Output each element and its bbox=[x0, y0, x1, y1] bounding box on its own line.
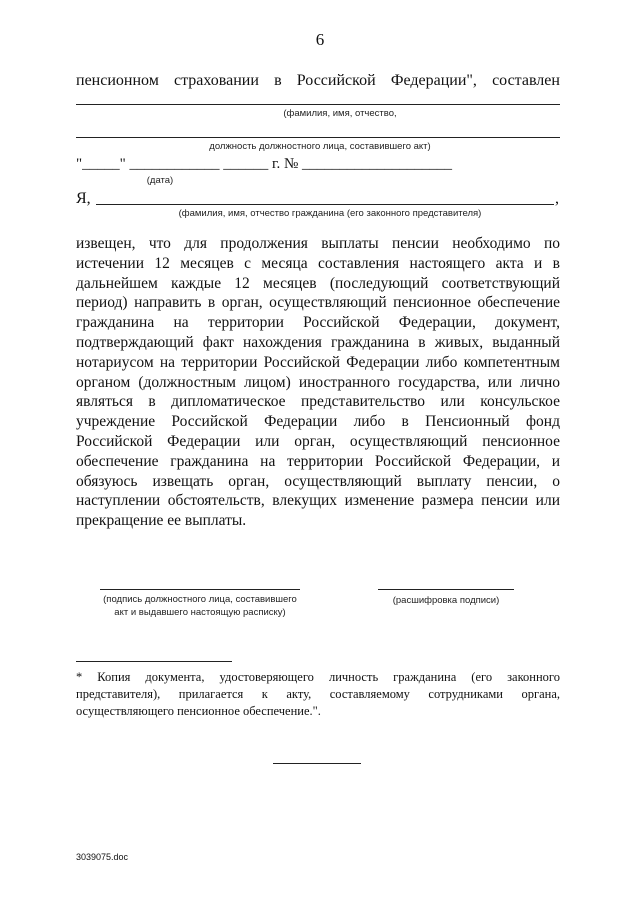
footnote-separator bbox=[76, 661, 232, 662]
signature-official-line bbox=[100, 589, 300, 590]
fio-official-caption: (фамилия, имя, отчество, bbox=[283, 108, 397, 119]
footnote: * Копия документа, удостоверяющего личность гражданина (его законного представителя), прилагается к акту, составляемому сотрудниками органа, осуществляющего пенсионное обеспечение.". bbox=[76, 670, 560, 718]
position-official-line bbox=[76, 137, 560, 138]
end-separator bbox=[273, 763, 361, 764]
header-line bbox=[76, 72, 560, 90]
signature-official-caption-2: акт и выдавшего настоящую расписку) bbox=[114, 607, 286, 618]
position-official-caption: должность должностного лица, составившего акт) bbox=[209, 141, 431, 152]
fio-citizen-line bbox=[96, 204, 554, 205]
document-filename: 3039075.doc bbox=[76, 852, 129, 862]
fio-official-line bbox=[76, 104, 560, 105]
header-word: страховании bbox=[174, 72, 259, 89]
ya-comma: , bbox=[555, 190, 559, 207]
page-number: 6 bbox=[315, 30, 325, 49]
signature-decoding-line bbox=[378, 589, 514, 590]
ya-label: Я, bbox=[76, 190, 91, 207]
date-caption: (дата) bbox=[146, 175, 174, 186]
header-word: Российской bbox=[296, 72, 376, 89]
header-word: в bbox=[274, 72, 282, 89]
header-word: Федерации", bbox=[390, 72, 477, 89]
header-word: составлен bbox=[492, 72, 560, 89]
fio-citizen-caption: (фамилия, имя, отчество гражданина (его законного представителя) bbox=[178, 208, 482, 219]
date-number-row: "_____" ____________ ______ г. № ____________________ bbox=[76, 156, 453, 172]
header-word: пенсионном bbox=[76, 72, 159, 89]
signature-official-caption-1: (подпись должностного лица, составившего bbox=[103, 594, 297, 605]
signature-decoding-caption: (расшифровка подписи) bbox=[392, 595, 500, 606]
body-paragraph: извещен, что для продолжения выплаты пенсии необходимо по истечении 12 месяцев с месяца составления настоящего акта и в дальнейшем каждые 12 месяцев (последующий соответствующий период) направить в орган, осуществляющий пенсионное обеспечение гражданина на территории Российской Федерации, документ, подтверждающий факт нахождения гражданина в живых, выданный нотариусом на территории Российской Федерации либо компетентным органом (должностным лицом) иностранного государства, или лично являться в дипломатическое представительство или консульское учреждение Российской Федерации либо в Пенсионный фонд Российской Федерации или орган, осуществляющий пенсионное обеспечение гражданина на территории Российской Федерации, и обязуюсь извещать орган, осуществляющий выплату пенсии, о наступлении обстоятельств, влекущих изменение размера пенсии или прекращение ее выплаты. bbox=[76, 235, 560, 530]
